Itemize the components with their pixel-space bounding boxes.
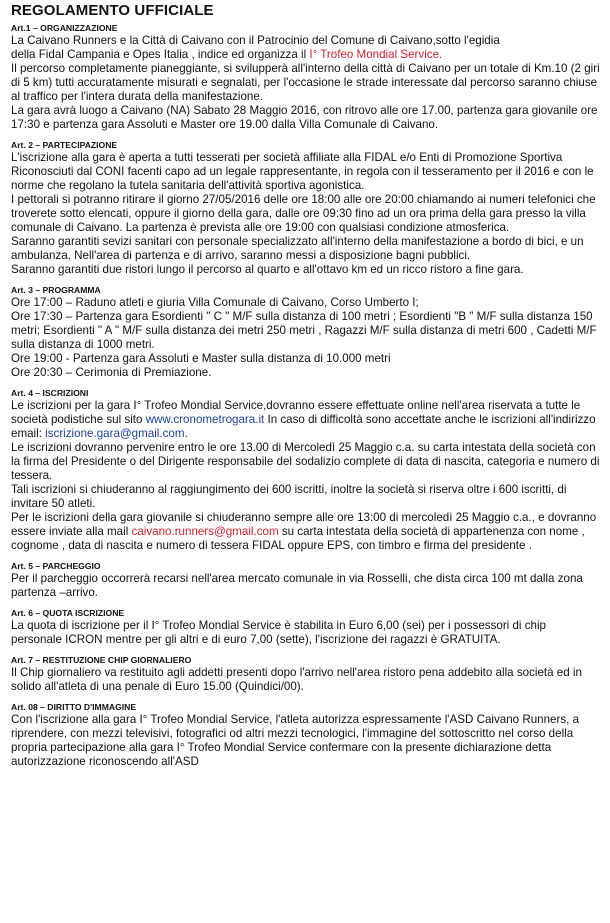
article-heading: Art. 08 – DIRITTO D'IMMAGINE: [11, 702, 137, 712]
paragraph-text: Le iscrizioni per la gara I° Trofeo Mondial Service,dovranno essere effettuate online nell'area riservata a tutte le società podistiche sul sito: [11, 399, 581, 426]
website-link[interactable]: www.cronometrogara.it: [145, 413, 265, 426]
article-8-diritto-immagine: [11, 702, 600, 769]
article-paragraph: Con l'iscrizione alla gara I° Trofeo Mondial Service, l'atleta autorizza espressamente l'ASD Caivano Runners, a riprendere, con mezzi televisivi, fotografici od altri mezzi tecnologici, l'immagine del sottoscritto nel corso della propria partecipazione alla gara I° Trofeo Mondial Service confermare con la presente dichiarazione detta autorizzazione riconoscendo all'ASD: [11, 713, 580, 768]
program-line: Ore 17:30 – Partenza gara Esordienti " C " M/F sulla distanza di 100 metri ; Esordienti "B " M/F sulla distanza 150 metri; Esordienti " A " M/F sulla distanza dei metri 250 metri , Ragazzi M/F sulla distanza di metri 600 , Cadetti M/F sulla distanza di 1000 metri.: [11, 310, 597, 351]
article-heading: Art. 2 – PARTECIPAZIONE: [11, 140, 118, 150]
article-paragraph: [11, 511, 600, 553]
article-5-parcheggio: [11, 561, 600, 600]
article-3-programma: [11, 285, 600, 380]
program-line: Ore 19:00 - Partenza gara Assoluti e Master sulla distanza di 10.000 metri: [11, 352, 391, 365]
paragraph-text: .: [184, 427, 188, 440]
paragraph-text: della Fidal Campania e Opes Italia , indice ed organizza il: [11, 48, 310, 61]
article-heading: Art. 5 – PARCHEGGIO: [11, 561, 101, 571]
article-7-restituzione-chip: [11, 655, 600, 694]
article-paragraph: La gara avrà luogo a Caivano (NA) Sabato 28 Maggio 2016, con ritrovo alle ore 17.00, partenza gara giovanile ore 17:30 e partenza gara Assoluti e Master ore 19.00 dalla Villa Comunale di Caivano.: [11, 104, 598, 131]
article-paragraph: I pettorali si potranno ritirare il giorno 27/05/2016 delle ore 18:00 alle ore 20:00 chiamando ai numeri telefonici che troverete sotto elencati, oppure il giorno della gara, dalle ore 09:30 fino ad un ora prima della gara presso la villa comunale di Caivano. La partenza è prevista alle ore 19:00 con qualsiasi condizione atmosferica.: [11, 193, 596, 234]
article-paragraph: Il percorso completamente pianeggiante, si svilupperà all'interno della città di Caivano per un totale di Km.10 (2 giri di 5 km) tutti accuratamente misurati e segnalati, per l'occasione le strade interessate dal percorso saranno chiuse al traffico per l'intera durata della manifestazione.: [11, 62, 600, 103]
program-line: Ore 17:00 – Raduno atleti e giuria Villa Comunale di Caivano, Corso Umberto I;: [11, 296, 419, 309]
club-email-link[interactable]: caivano.runners@gmail.com: [131, 525, 279, 538]
article-2-partecipazione: [11, 140, 600, 277]
article-paragraph: Saranno garantiti sevizi sanitari con personale specializzato all'interno della manifestazione a bordo di bici, e un ambulanza. Nell'area di partenza e di arrivo, saranno messi a disposizione bagni pubblici.: [11, 235, 584, 262]
article-4-iscrizioni: [11, 388, 600, 553]
article-paragraph: Il Chip giornaliero va restituito agli addetti presenti dopo l'arrivo nell'area ristoro pena addebito alla società ed in solido all'atleta di una penale di Euro 15.00 (Quindici/00).: [11, 666, 582, 693]
paragraph-text: In caso di difficoltà sono accettate anche le iscrizioni all'indirizzo email:: [11, 413, 596, 440]
article-heading: Art. 3 – PROGRAMMA: [11, 285, 101, 295]
paragraph-text: su carta intestata della società di appartenenza con nome , cognome , data di nascita e numero di tessera FIDAL oppure EPS, con timbro e firma del presidente .: [11, 525, 585, 552]
article-paragraph: L'iscrizione alla gara è aperta a tutti tesserati per società affiliate alla FIDAL e/o Enti di Promozione Sportiva Riconosciuti dal CONI facenti capo ad un legale rappresentante, in regola con il tesseramento per il 2016 e con le norme che regolano la tutela sanitaria dell'attività sportiva agonistica.: [11, 151, 594, 192]
document-title: REGOLAMENTO UFFICIALE: [11, 2, 214, 19]
article-paragraph: Saranno garantiti due ristori lungo il percorso al quarto e all'ottavo km ed un ricco ristoro a fine gara.: [11, 263, 524, 276]
article-paragraph: [11, 34, 600, 62]
paragraph-text: La Caivano Runners e la Città di Caivano con il Patrocinio del Comune di Caivano,sotto l'egidia: [11, 34, 500, 47]
article-paragraph: La quota di iscrizione per il I° Trofeo Mondial Service è stabilita in Euro 6,00 (sei) per i possessori di chip personale ICRON mentre per gli altri e di euro 7,00 (sette), l'iscrizione dei ragazzi è GRATUITA.: [11, 619, 546, 646]
article-heading: Art.1 – ORGANIZZAZIONE: [11, 23, 118, 33]
article-1-organizzazione: [11, 23, 600, 132]
article-paragraph: Tali iscrizioni si chiuderanno al raggiungimento dei 600 iscritti, inoltre la società si riserva oltre i 600 iscritti, di invitare 50 atleti.: [11, 483, 567, 510]
program-line: Ore 20:30 – Cerimonia di Premiazione.: [11, 366, 212, 379]
article-heading: Art. 6 – QUOTA ISCRIZIONE: [11, 608, 125, 618]
article-paragraph: Per il parcheggio occorrerà recarsi nell'area mercato comunale in via Rosselli, che dista circa 100 mt dalla zona partenza –arrivo.: [11, 572, 583, 599]
article-heading: Art. 7 – RESTITUZIONE CHIP GIORNALIERO: [11, 655, 192, 665]
article-paragraph: [11, 399, 600, 441]
article-6-quota-iscrizione: [11, 608, 600, 647]
article-heading: Art. 4 – ISCRIZIONI: [11, 388, 89, 398]
registration-email-link[interactable]: iscrizione.gara@gmail.com: [45, 427, 185, 440]
article-paragraph: Le iscrizioni dovranno pervenire entro le ore 13.00 di Mercoledì 25 Maggio c.a. su carta intestata della società con la firma del Presidente o del Dirigente responsabile del sodalizio complete di data di nascita, categoria e numero di tessera.: [11, 441, 600, 482]
event-name-highlight: I° Trofeo Mondial Service.: [309, 48, 443, 61]
paragraph-text: Per le iscrizioni della gara giovanile si chiuderanno sempre alle ore 13:00 di mercoledì 25 Maggio c.a., e dovranno essere inviate alla mail: [11, 511, 597, 538]
